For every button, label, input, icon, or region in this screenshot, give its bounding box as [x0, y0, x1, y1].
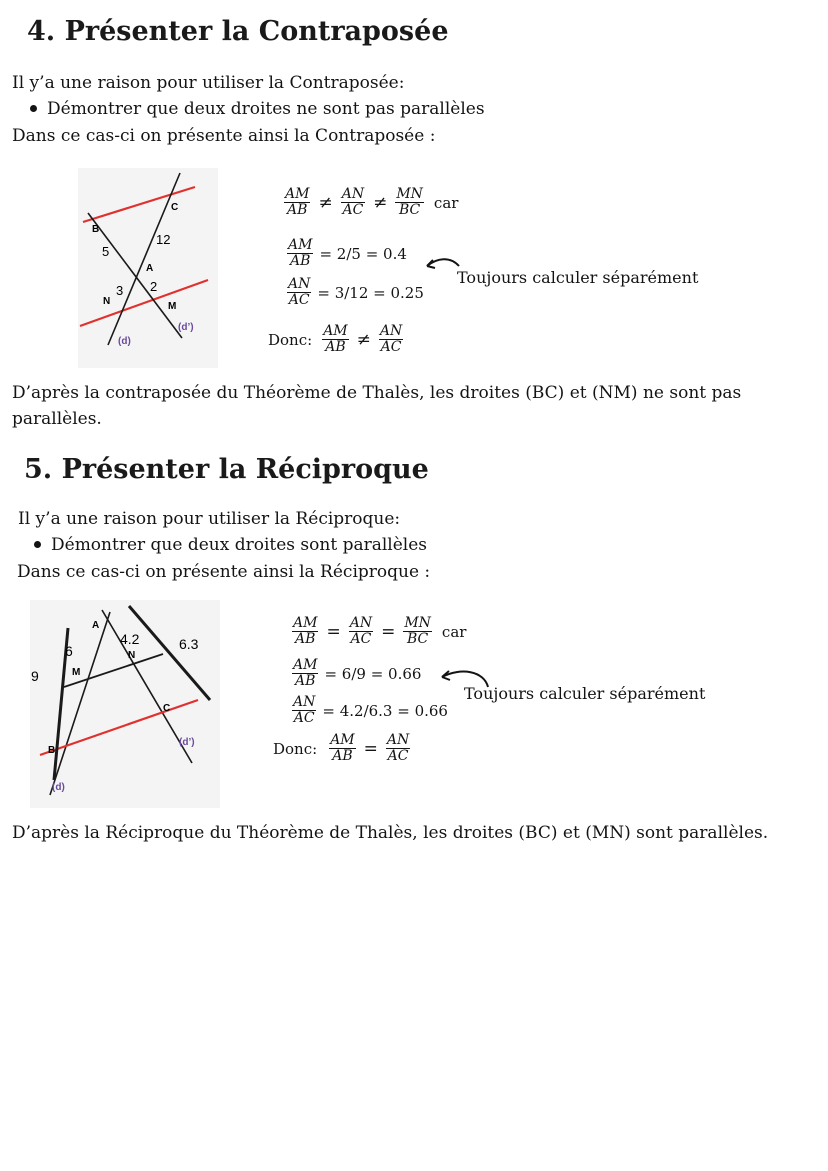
- section4-bullet-item: [30, 96, 485, 123]
- frac-num: AM: [285, 186, 310, 202]
- frac-den: AC: [342, 202, 364, 218]
- section5-donc-statement: [273, 733, 412, 764]
- calc-result: = 2/5 = 0.4: [319, 244, 407, 263]
- frac-num: MN: [404, 615, 431, 631]
- section5-ratio-statement: [290, 616, 466, 647]
- frac-an-ac: [349, 616, 373, 647]
- label-m: M: [168, 301, 177, 312]
- label-a: A: [146, 263, 154, 274]
- label-c: C: [171, 202, 179, 213]
- section4-donc-statement: [268, 324, 405, 355]
- frac-den: AB: [295, 631, 316, 647]
- section4-title: 4. Présenter la Contraposée: [27, 16, 449, 47]
- section5-lead: Dans ce cas-ci on présente ainsi la Réciproque :: [17, 562, 431, 582]
- frac-den: AB: [287, 202, 308, 218]
- frac-den: AC: [288, 292, 310, 308]
- section5-bullet-text: Démontrer que deux droites sont parallèles: [51, 535, 428, 555]
- label-ac-length: 6.3: [179, 636, 199, 652]
- section4-note: Toujours calculer séparément: [457, 268, 699, 287]
- eq-sign: =: [326, 621, 341, 642]
- label-n: N: [103, 296, 111, 307]
- frac-den: AB: [325, 339, 346, 355]
- label-b: B: [92, 224, 100, 235]
- section5-figure: [30, 600, 220, 808]
- bullet-dot: [30, 105, 37, 112]
- neq-sign: ≠: [373, 192, 388, 213]
- donc-word: Donc:: [273, 739, 318, 758]
- label-a: A: [92, 620, 100, 631]
- label-an-length: 4.2: [120, 631, 140, 647]
- frac-num: AN: [341, 186, 365, 202]
- frac-den: AC: [387, 748, 409, 764]
- frac-am-ab: [284, 187, 310, 218]
- frac-an-ac: [379, 324, 403, 355]
- frac-den: AB: [332, 748, 353, 764]
- section4-conclusion-line1: D’après la contraposée du Théorème de Thalès, les droites (BC) et (NM) ne sont pas: [12, 383, 742, 403]
- frac-mn-bc: [395, 187, 424, 218]
- frac-den: BC: [398, 202, 421, 218]
- frac-num: AN: [379, 323, 403, 339]
- frac-num: AM: [288, 237, 313, 253]
- section4-bullet-text: Démontrer que deux droites ne sont pas parallèles: [47, 99, 485, 119]
- eq-sign: =: [363, 738, 378, 759]
- frac-am-ab: [322, 324, 348, 355]
- section5-calc-an-ac: [290, 695, 448, 726]
- label-m: M: [72, 667, 81, 678]
- label-ab-length: 5: [102, 244, 110, 259]
- frac-an-ac: [341, 187, 365, 218]
- curved-arrow-icon: [422, 255, 462, 275]
- label-ac-length: 12: [156, 232, 171, 247]
- frac-den: AB: [295, 673, 316, 689]
- section5-conclusion: D’après la Réciproque du Théorème de Thalès, les droites (BC) et (MN) sont parallèles.: [12, 823, 769, 843]
- section4-ratio-statement: [282, 187, 458, 218]
- frac-num: MN: [396, 186, 423, 202]
- frac-an-ac: [386, 733, 410, 764]
- neq-sign: ≠: [318, 192, 333, 213]
- label-dprime: (d’): [178, 322, 194, 333]
- label-c: C: [163, 703, 171, 714]
- frac-num: AN: [349, 615, 373, 631]
- calc-result: = 6/9 = 0.66: [324, 664, 422, 683]
- section4-lead: Dans ce cas-ci on présente ainsi la Contraposée :: [12, 126, 436, 146]
- frac-an-ac: [287, 277, 311, 308]
- label-b: B: [48, 745, 56, 756]
- section4-conclusion-line2: parallèles.: [12, 409, 102, 429]
- section5-calc-am-ab: [290, 658, 421, 689]
- frac-am-ab: [292, 658, 318, 689]
- label-dprime: (d’): [179, 737, 195, 748]
- section5-bullet-item: [34, 532, 427, 559]
- frac-num: AN: [386, 732, 410, 748]
- section5-intro: Il y’a une raison pour utiliser la Réciproque:: [18, 509, 401, 529]
- label-am-length: 6: [65, 643, 73, 659]
- eq-sign: =: [381, 621, 396, 642]
- label-ab-length: 9: [31, 668, 39, 684]
- calc-result: = 4.2/6.3 = 0.66: [322, 701, 448, 720]
- frac-den: AC: [293, 710, 315, 726]
- neq-sign: ≠: [356, 329, 371, 350]
- label-am-length: 2: [150, 279, 158, 294]
- frac-num: AN: [288, 276, 311, 292]
- frac-num: AM: [293, 615, 318, 631]
- frac-den: AC: [350, 631, 372, 647]
- section5-title: 5. Présenter la Réciproque: [24, 454, 429, 485]
- frac-den: BC: [406, 631, 429, 647]
- label-n: N: [128, 650, 136, 661]
- label-d: (d): [118, 336, 131, 347]
- section4-figure: [78, 168, 218, 368]
- frac-am-ab: [287, 238, 313, 269]
- frac-num: AN: [293, 694, 316, 710]
- frac-mn-bc: [403, 616, 432, 647]
- frac-an-ac: [292, 695, 316, 726]
- section4-calc-am-ab: [285, 238, 407, 269]
- calc-result: = 3/12 = 0.25: [317, 283, 424, 302]
- donc-word: Donc:: [268, 330, 313, 349]
- label-an-length: 3: [116, 283, 124, 298]
- frac-den: AB: [290, 253, 311, 269]
- section4-intro: Il y’a une raison pour utiliser la Contraposée:: [12, 73, 405, 93]
- section4-calc-an-ac: [285, 277, 424, 308]
- frac-num: AM: [293, 657, 318, 673]
- car-word: car: [433, 193, 459, 212]
- frac-num: AM: [330, 732, 355, 748]
- frac-num: AM: [323, 323, 348, 339]
- bullet-dot: [34, 541, 41, 548]
- frac-den: AC: [380, 339, 402, 355]
- car-word: car: [441, 622, 467, 641]
- label-d: (d): [52, 782, 65, 793]
- section5-note: Toujours calculer séparément: [464, 684, 706, 703]
- frac-am-ab: [292, 616, 318, 647]
- frac-am-ab: [329, 733, 355, 764]
